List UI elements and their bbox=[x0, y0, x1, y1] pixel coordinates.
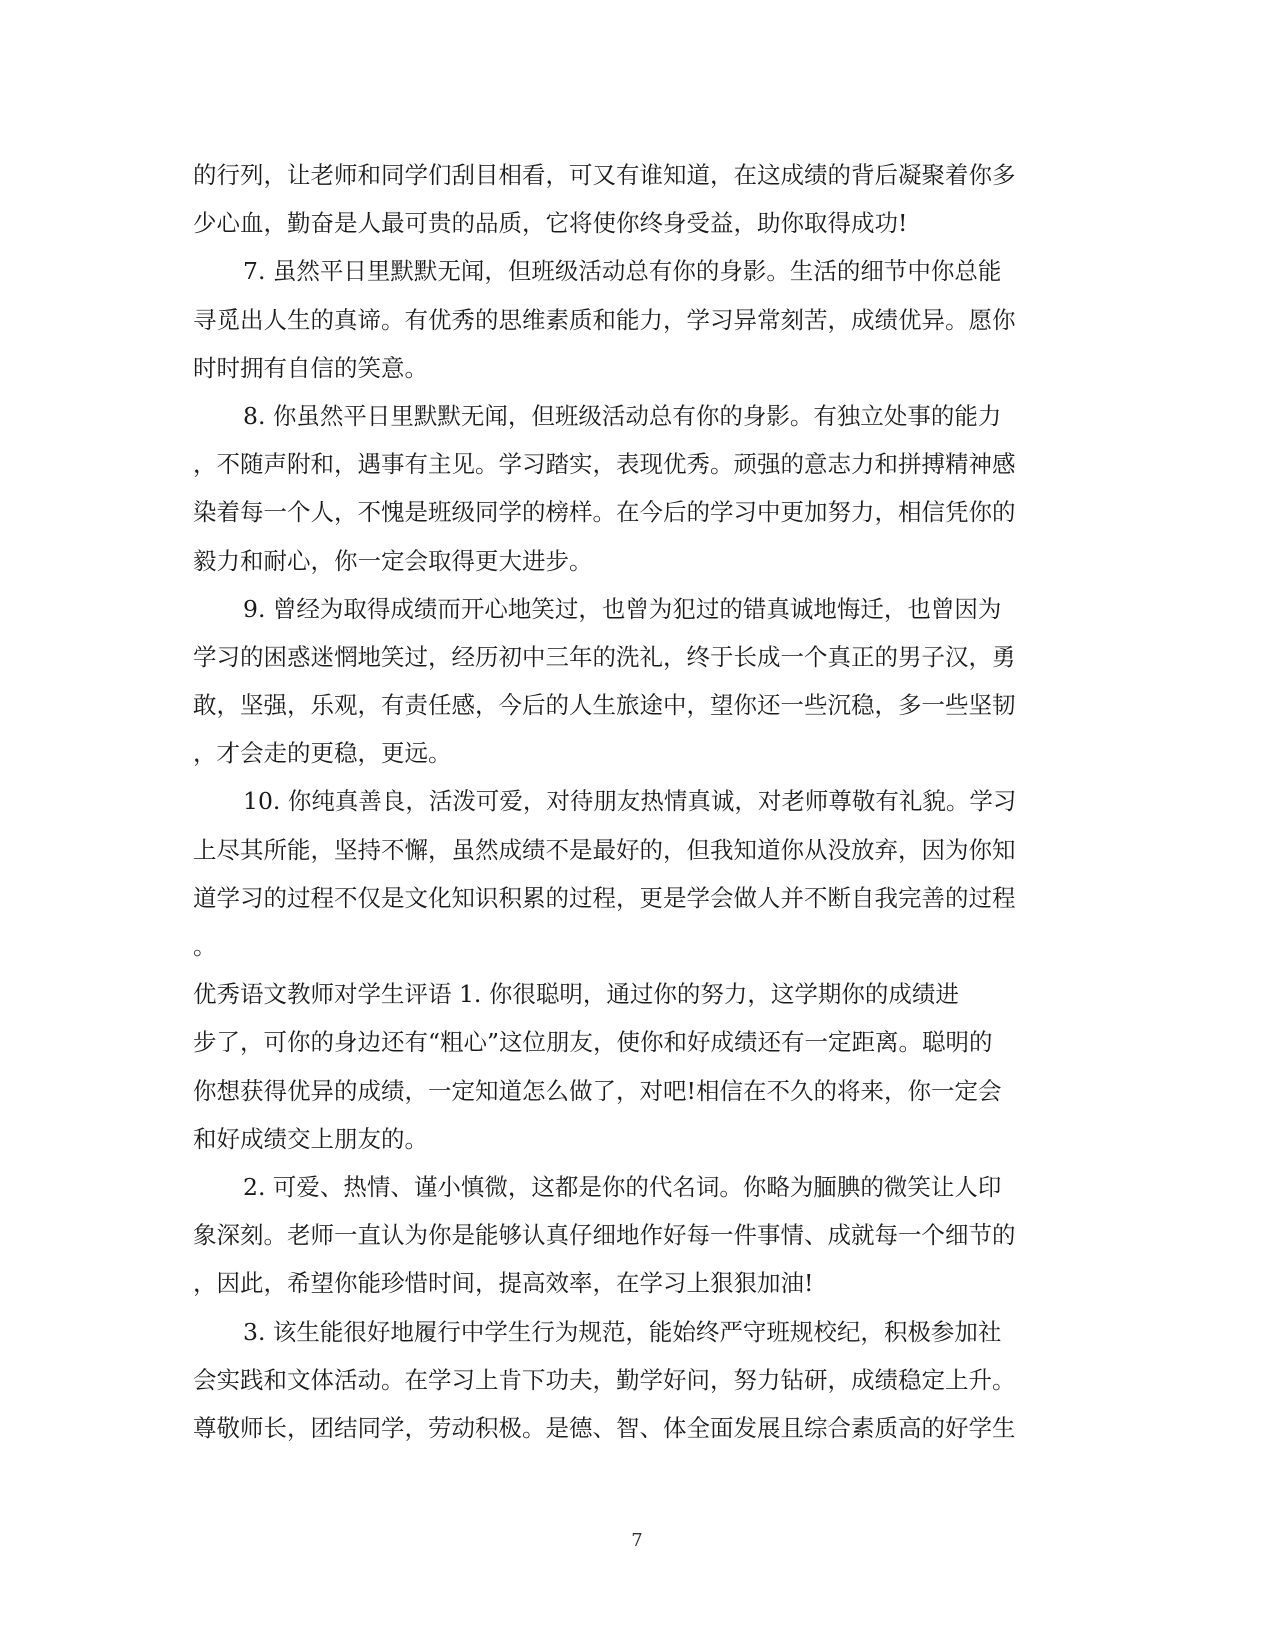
text-line: 7. 虽然平日里默默无闻，但班级活动总有你的身影。生活的细节中你总能 bbox=[243, 257, 1002, 286]
section-heading-line: 优秀语文教师对学生评语 1. 你很聪明，通过你的努力，这学期你的成绩进 bbox=[193, 980, 959, 1009]
text-line: ，才会走的更稳，更远。 bbox=[193, 739, 452, 768]
text-line: 象深刻。老师一直认为你是能够认真仔细地作好每一件事情、成就每一个细节的 bbox=[193, 1221, 1016, 1250]
text-line: 尊敬师长，团结同学，劳动积极。是德、智、体全面发展且综合素质高的好学生 bbox=[193, 1413, 1016, 1442]
text-line: 3. 该生能很好地履行中学生行为规范，能始终严守班规校纪，积极参加社 bbox=[243, 1317, 1002, 1346]
text-line: 少心血，勤奋是人最可贵的品质，它将使你终身受益，助你取得成功! bbox=[193, 209, 908, 238]
text-line: 学习的困惑迷惘地笑过，经历初中三年的洗礼，终于长成一个真正的男子汉，勇 bbox=[193, 642, 1016, 671]
text-line: 步了，可你的身边还有“粗心”这位朋友，使你和好成绩还有一定距离。聪明的 bbox=[193, 1028, 993, 1057]
text-line: ，不随声附和，遇事有主见。学习踏实，表现优秀。顽强的意志力和拼搏精神感 bbox=[193, 450, 1016, 479]
text-line: 2. 可爱、热情、谨小慎微，这都是你的代名词。你略为腼腆的微笑让人印 bbox=[243, 1172, 1002, 1201]
text-line: 你想获得优异的成绩，一定知道怎么做了，对吧!相信在不久的将来，你一定会 bbox=[193, 1076, 1002, 1105]
text-line: 8. 你虽然平日里默默无闻，但班级活动总有你的身影。有独立处事的能力 bbox=[243, 401, 1002, 430]
text-line: 9. 曾经为取得成绩而开心地笑过，也曾为犯过的错真诚地悔迁，也曾因为 bbox=[243, 594, 1002, 623]
text-line: 染着每一个人，不愧是班级同学的榜样。在今后的学习中更加努力，相信凭你的 bbox=[193, 498, 1016, 527]
text-line: 10. 你纯真善良，活泼可爱，对待朋友热情真诚，对老师尊敬有礼貌。学习 bbox=[243, 787, 1017, 816]
text-line: ，因此，希望你能珍惜时间，提高效率，在学习上狠狠加油! bbox=[193, 1269, 814, 1298]
text-line: 会实践和文体活动。在学习上肯下功夫，勤学好问，努力钻研，成绩稳定上升。 bbox=[193, 1365, 1016, 1394]
text-line: 。 bbox=[193, 932, 217, 960]
text-line: 寻觅出人生的真谛。有优秀的思维素质和能力，学习异常刻苦，成绩优异。愿你 bbox=[193, 305, 1016, 334]
text-line: 上尽其所能，坚持不懈，虽然成绩不是最好的，但我知道你从没放弃，因为你知 bbox=[193, 835, 1016, 864]
text-line: 时时拥有自信的笑意。 bbox=[193, 353, 428, 382]
text-line: 的行列，让老师和同学们刮目相看，可又有谁知道，在这成绩的背后凝聚着你多 bbox=[193, 161, 1016, 189]
text-line: 道学习的过程不仅是文化知识积累的过程，更是学会做人并不断自我完善的过程 bbox=[193, 883, 1016, 912]
text-line: 敢，坚强，乐观，有责任感，今后的人生旅途中，望你还一些沉稳，多一些坚韧 bbox=[193, 691, 1016, 720]
text-line: 毅力和耐心，你一定会取得更大进步。 bbox=[193, 546, 593, 575]
page-number: 7 bbox=[631, 1530, 643, 1551]
body-text bbox=[193, 151, 1073, 1452]
text-line: 和好成绩交上朋友的。 bbox=[193, 1124, 428, 1153]
